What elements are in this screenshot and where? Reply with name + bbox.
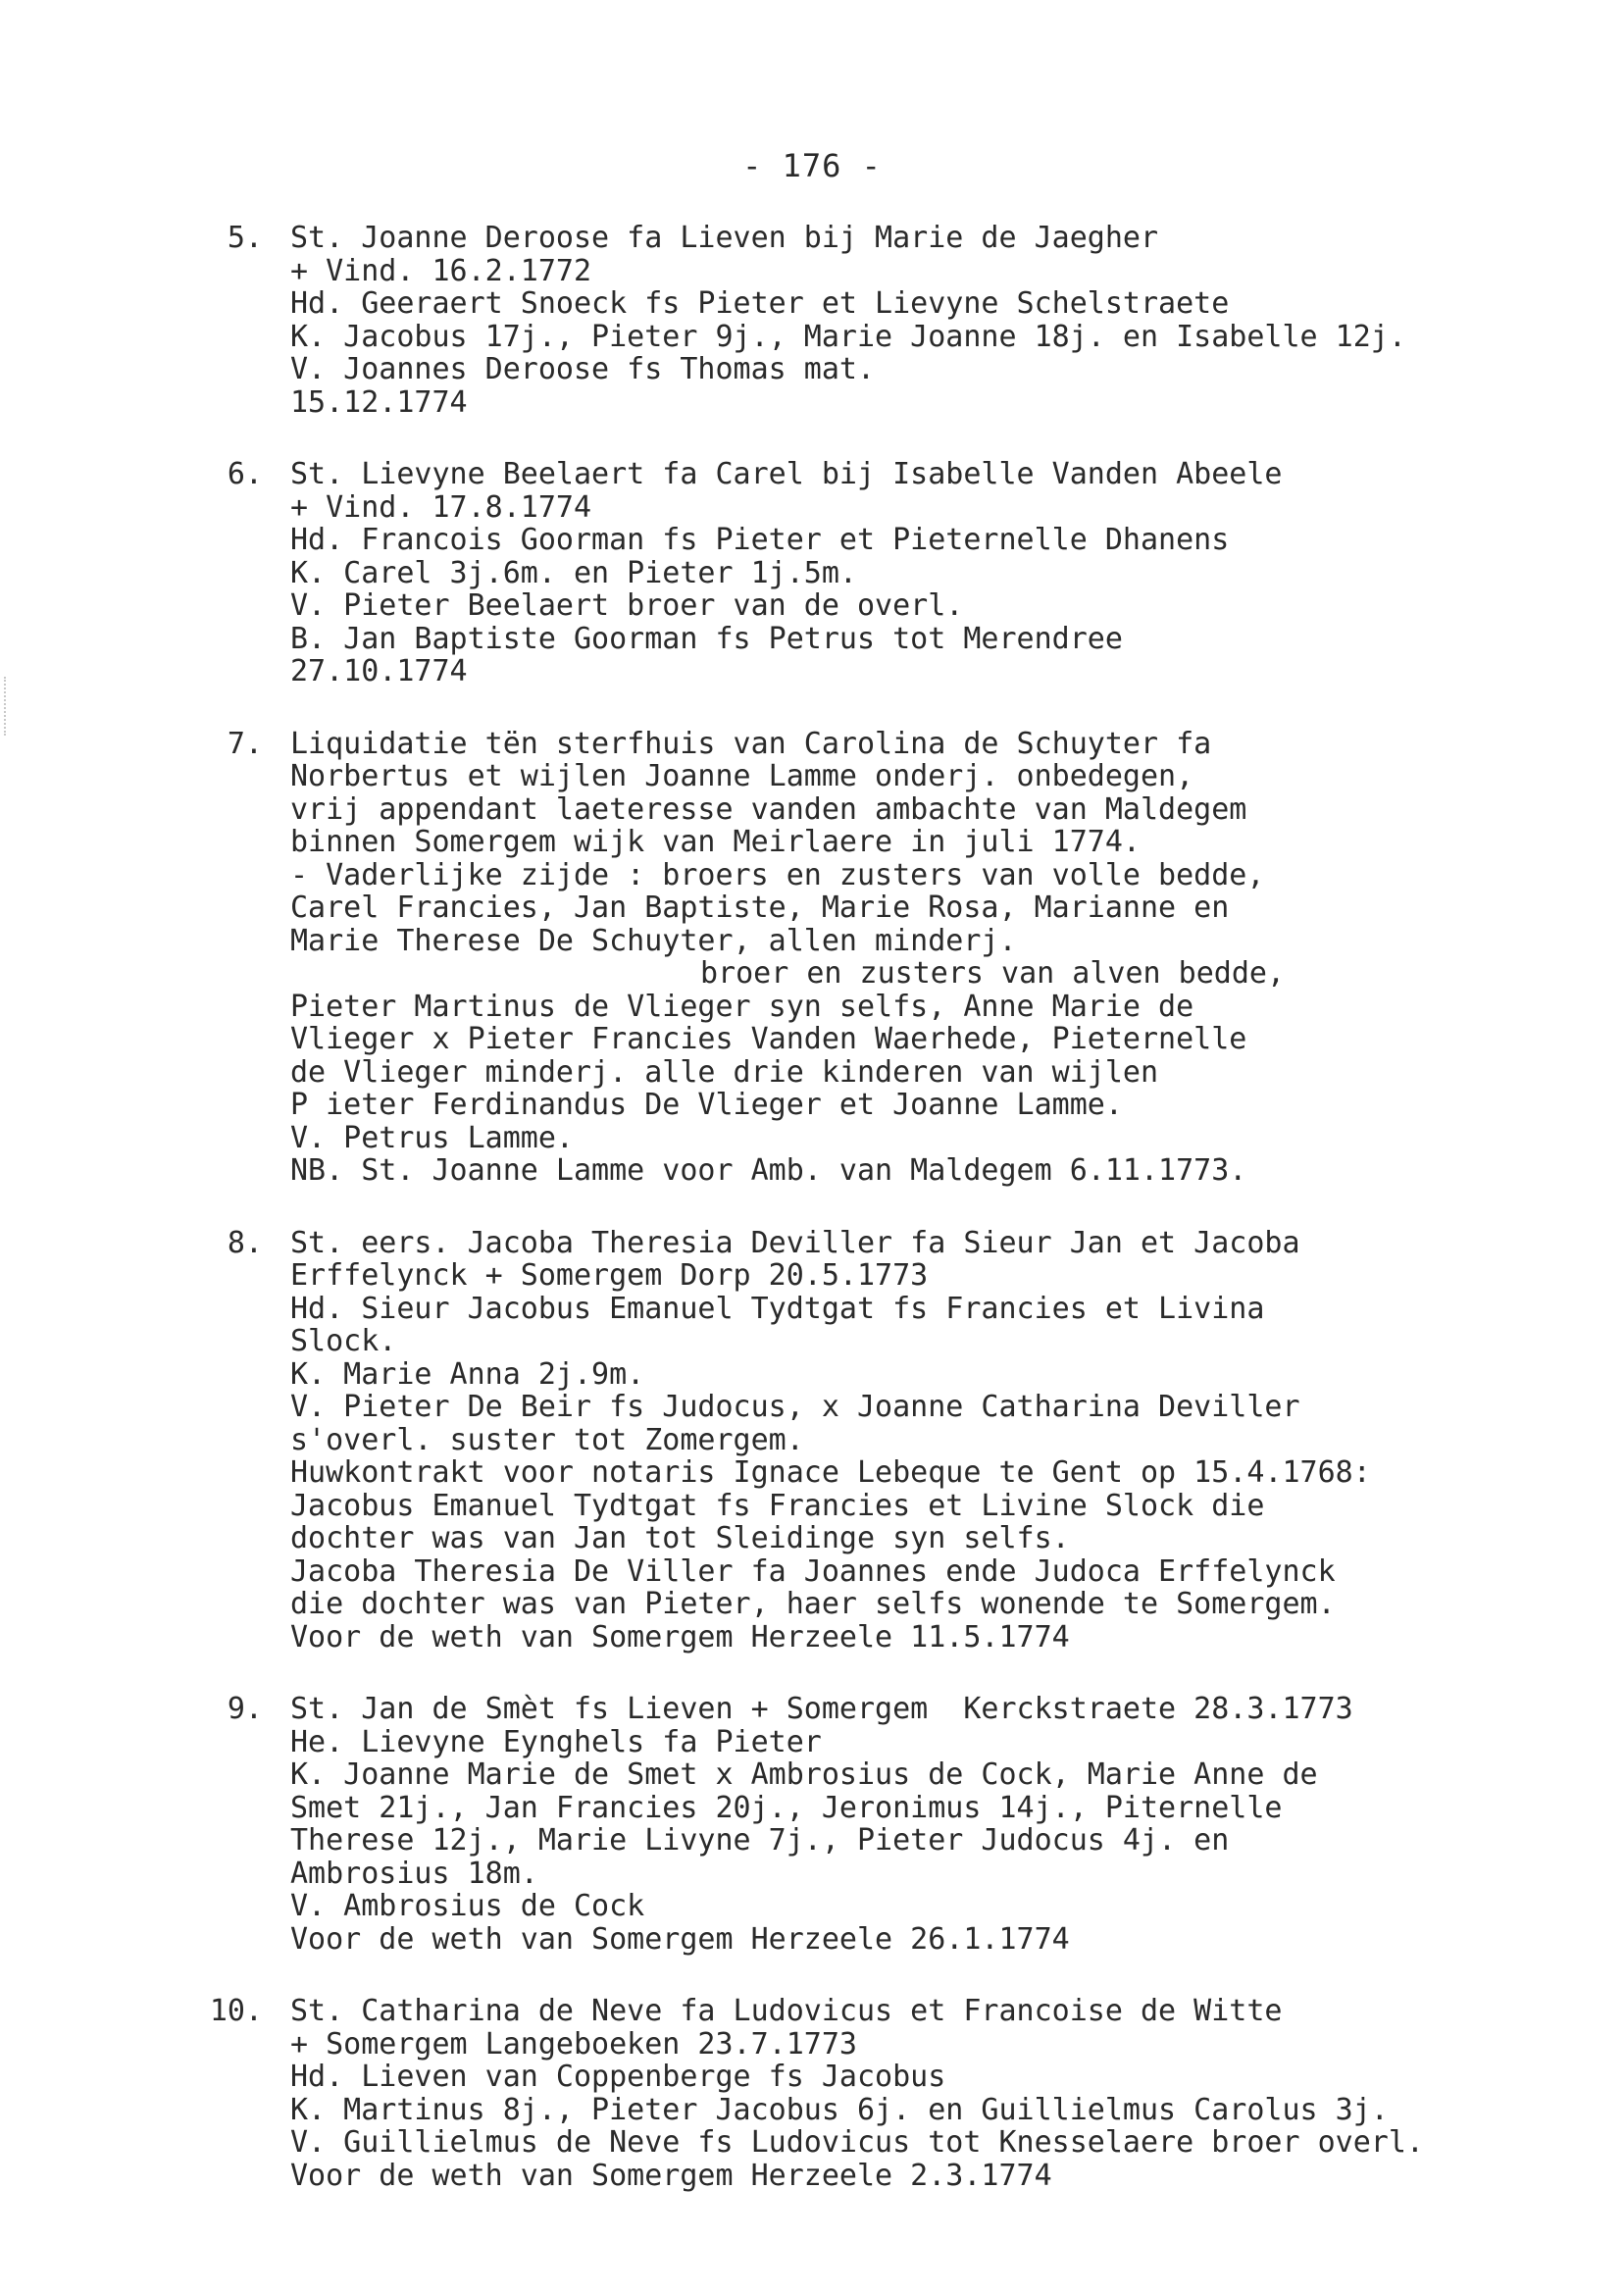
entry-line: St. Jan de Smèt fs Lieven + Somergem Kerckstraete 28.3.1773	[290, 1692, 1353, 1726]
entry-text	[290, 1227, 1624, 1655]
entry-line: St. Lievyne Beelaert fa Carel bij Isabelle Vanden Abeele	[290, 457, 1283, 491]
entry-number: 6.	[227, 457, 263, 491]
entry-number: 7.	[227, 726, 263, 761]
entry-line: V. Ambrosius de Cock	[290, 1889, 645, 1923]
entry-number: 8.	[227, 1225, 263, 1260]
entry-line: + Somergem Langeboeken 23.7.1773	[290, 2026, 857, 2062]
entry-line: V. Guillielmus de Neve fs Ludovicus tot Knesselaere broer overl.	[290, 2125, 1424, 2160]
entry-line: K. Joanne Marie de Smet x Ambrosius de Cock, Marie Anne de	[290, 1757, 1318, 1792]
entry-line: Liquidatie tën sterfhuis van Carolina de Schuyter fa	[290, 726, 1212, 761]
entry-line: K. Martinus 8j., Pieter Jacobus 6j. en Guillielmus Carolus 3j.	[290, 2092, 1389, 2127]
entry-number: 9.	[227, 1692, 263, 1726]
entry-number: 5.	[227, 221, 263, 255]
entry-line: Vlieger x Pieter Francies Vanden Waerhede, Pieternelle	[290, 1022, 1247, 1056]
entry-line: Carel Francies, Jan Baptiste, Marie Rosa, Marianne en	[290, 891, 1230, 925]
entry-line: K. Jacobus 17j., Pieter 9j., Marie Joanne 18j. en Isabelle 12j.	[290, 319, 1406, 354]
entry-text	[290, 1693, 1624, 1956]
entry-line: 15.12.1774	[290, 384, 468, 420]
entry-line: + Vind. 17.8.1774	[290, 489, 592, 525]
entry	[0, 458, 1624, 688]
entry-line: Slock.	[290, 1324, 397, 1358]
entry-line: Erffelynck + Somergem Dorp 20.5.1773	[290, 1258, 929, 1293]
entry-line: V. Pieter De Beir fs Judocus, x Joanne Catharina Deviller	[290, 1390, 1300, 1424]
entry-line: B. Jan Baptiste Goorman fs Petrus tot Merendree	[290, 621, 1123, 656]
entry-line: - Vaderlijke zijde : broers en zusters van volle bedde,	[290, 857, 1265, 892]
entry	[0, 1693, 1624, 1956]
entry-line: Hd. Lieven van Coppenberge fs Jacobus	[290, 2060, 946, 2094]
entry-line: Hd. Geeraert Snoeck fs Pieter et Lievyne Schelstraete	[290, 286, 1230, 321]
entry	[0, 1227, 1624, 1655]
entry-line: Norbertus et wijlen Joanne Lamme onderj. onbedegen,	[290, 759, 1194, 793]
entry-line: 27.10.1774	[290, 654, 468, 688]
entry	[0, 222, 1624, 419]
entries-list	[0, 222, 1624, 2231]
entry-line: V. Joannes Deroose fs Thomas mat.	[290, 352, 876, 386]
entry-line: St. Joanne Deroose fa Lieven bij Marie de Jaegher	[290, 221, 1159, 255]
entry-line: V. Petrus Lamme.	[290, 1120, 574, 1155]
entry-text	[290, 728, 1624, 1188]
entry	[0, 1995, 1624, 2192]
entry-line: Hd. Francois Goorman fs Pieter et Pieternelle Dhanens	[290, 523, 1230, 557]
entry-line: Jacoba Theresia De Viller fa Joannes ende Judoca Erffelynck	[290, 1553, 1336, 1589]
entry-line: Pieter Martinus de Vlieger syn selfs, Anne Marie de	[290, 989, 1194, 1024]
entry-line: Voor de weth van Somergem Herzeele 26.1.1774	[290, 1921, 1070, 1957]
entry-line: Voor de weth van Somergem Herzeele 2.3.1774	[290, 2158, 1052, 2193]
entry-line: Hd. Sieur Jacobus Emanuel Tydtgat fs Francies et Livina	[290, 1291, 1265, 1326]
page-number: - 176 -	[742, 147, 882, 184]
entry-line: Ambrosius 18m.	[290, 1856, 538, 1891]
entry-line: Voor de weth van Somergem Herzeele 11.5.1774	[290, 1619, 1070, 1655]
entry-text	[290, 1995, 1624, 2192]
entry-line: broer en zusters van alven bedde,	[700, 956, 1286, 991]
entry-line: St. Catharina de Neve fa Ludovicus et Francoise de Witte	[290, 1994, 1283, 2028]
entry-line: dochter was van Jan tot Sleidinge syn selfs.	[290, 1521, 1070, 1555]
entry-line: s'overl. suster tot Zomergem.	[290, 1422, 804, 1457]
entry-text	[290, 458, 1624, 688]
entry-line: binnen Somergem wijk van Meirlaere in juli 1774.	[290, 825, 1141, 859]
entry-number: 10.	[209, 1994, 263, 2028]
entry-line: Therese 12j., Marie Livyne 7j., Pieter Judocus 4j. en	[290, 1823, 1230, 1858]
entry-line: He. Lievyne Eynghels fa Pieter	[290, 1724, 822, 1759]
entry-line: vrij appendant laeteresse vanden ambachte van Maldegem	[290, 791, 1247, 827]
entry-line: V. Pieter Beelaert broer van de overl.	[290, 588, 964, 623]
entry-line: de Vlieger minderj. alle drie kinderen van wijlen	[290, 1054, 1159, 1090]
entry-line: K. Carel 3j.6m. en Pieter 1j.5m.	[290, 555, 857, 590]
entry-line: Smet 21j., Jan Francies 20j., Jeronimus 14j., Piternelle	[290, 1790, 1283, 1825]
entry	[0, 728, 1624, 1188]
entry-line: die dochter was van Pieter, haer selfs wonende te Somergem.	[290, 1587, 1336, 1621]
entry-line: Marie Therese De Schuyter, allen minderj.	[290, 923, 1017, 958]
entry-line: P ieter Ferdinandus De Vlieger et Joanne Lamme.	[290, 1088, 1123, 1122]
entry-line: Jacobus Emanuel Tydtgat fs Francies et Livine Slock die	[290, 1488, 1265, 1523]
entry-line: K. Marie Anna 2j.9m.	[290, 1356, 645, 1392]
entry-line: + Vind. 16.2.1772	[290, 253, 592, 288]
entry-line: St. eers. Jacoba Theresia Deviller fa Sieur Jan et Jacoba	[290, 1225, 1300, 1260]
entry-line: NB. St. Joanne Lamme voor Amb. van Maldegem 6.11.1773.	[290, 1153, 1247, 1188]
entry-text	[290, 222, 1624, 419]
entry-line: Huwkontrakt voor notaris Ignace Lebeque te Gent op 15.4.1768:	[290, 1455, 1371, 1490]
